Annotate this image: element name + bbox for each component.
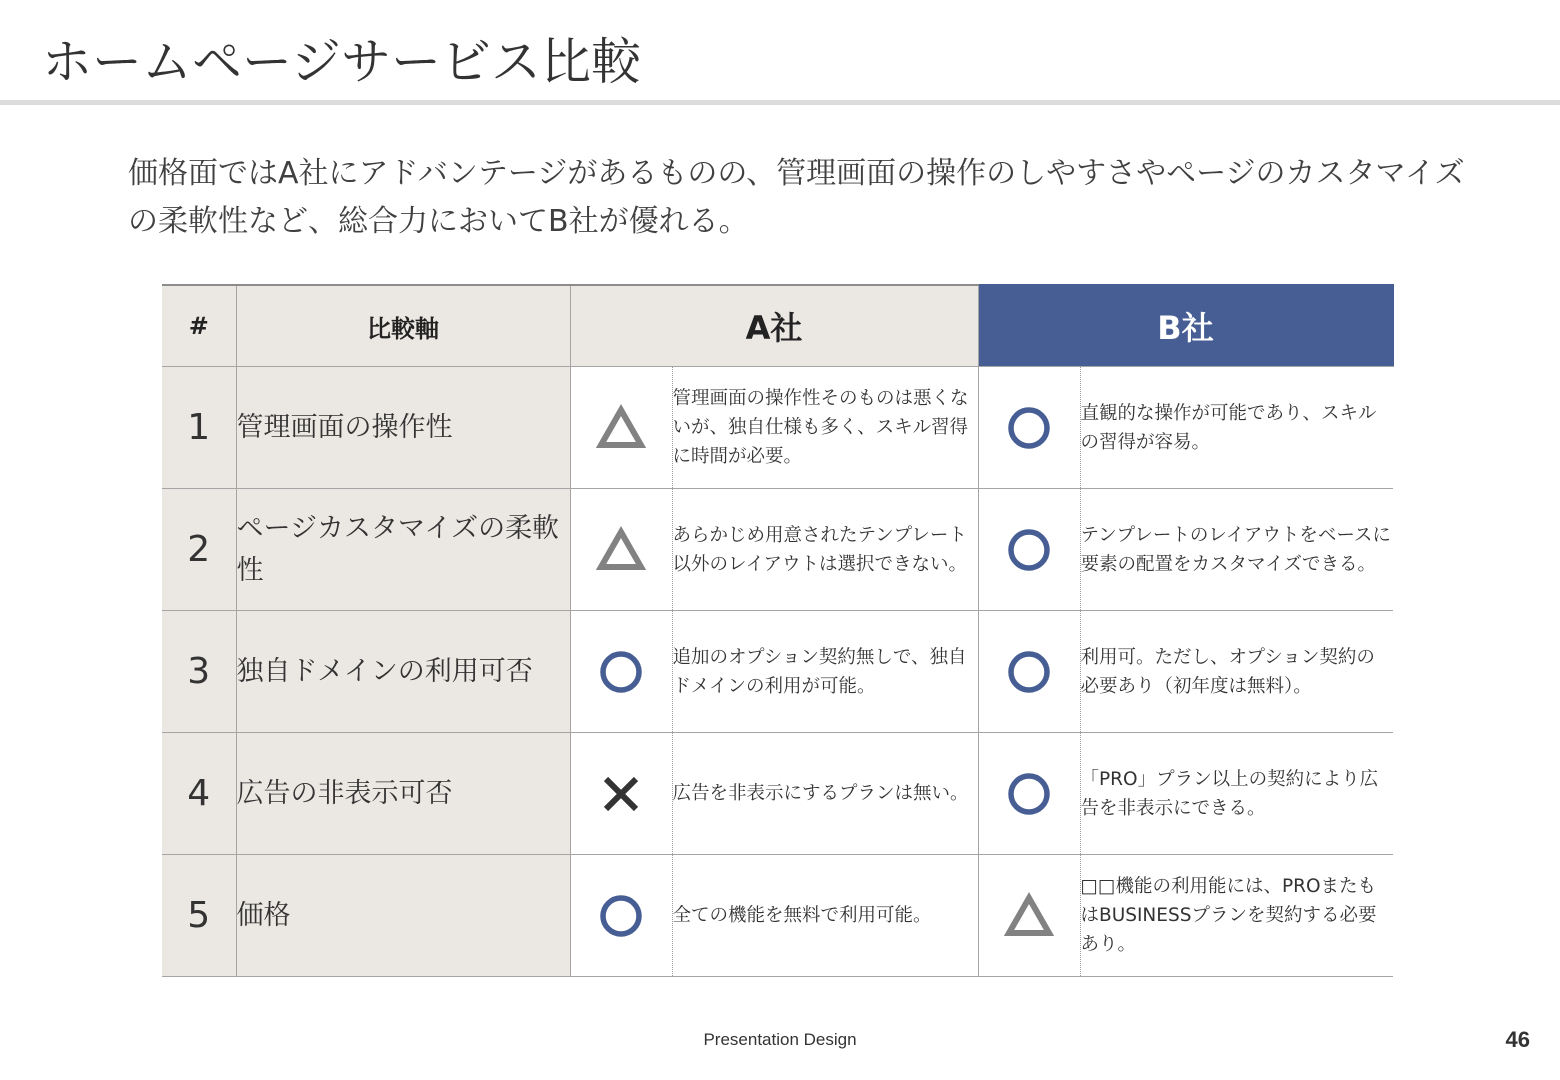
row-number: 2	[162, 489, 236, 611]
triangle-icon	[1003, 890, 1055, 942]
triangle-icon	[595, 524, 647, 576]
header-number: #	[162, 285, 236, 367]
circle-icon	[1003, 402, 1055, 454]
row-axis: ページカスタマイズの柔軟性	[236, 489, 570, 611]
company-b-note: 「PRO」プラン以上の契約により広告を非表示にできる。	[1080, 733, 1393, 855]
company-b-note: 利用可。ただし、オプション契約の必要あり（初年度は無料）。	[1080, 611, 1393, 733]
footer-label: Presentation Design	[703, 1030, 857, 1049]
cross-icon	[595, 768, 647, 820]
circle-icon	[595, 890, 647, 942]
table-row	[162, 733, 1393, 855]
company-a-note: 広告を非表示にするプランは無い。	[672, 733, 978, 855]
company-a-rating	[570, 489, 672, 611]
company-b-rating	[978, 733, 1080, 855]
company-b-rating	[978, 855, 1080, 977]
row-axis: 価格	[236, 855, 570, 977]
table-row	[162, 611, 1393, 733]
lead-text: 価格面ではA社にアドバンテージがあるものの、管理画面の操作のしやすさやページのカスタマイズの柔軟性など、総合力においてB社が優れる。	[128, 156, 1465, 239]
page-number: 46	[1505, 1027, 1530, 1052]
page-title: ホームページサービス比較	[42, 33, 641, 91]
header-company-a: A社	[570, 285, 978, 367]
circle-icon	[595, 646, 647, 698]
company-a-note: 追加のオプション契約無しで、独自ドメインの利用が可能。	[672, 611, 978, 733]
company-b-rating	[978, 489, 1080, 611]
circle-icon	[1003, 646, 1055, 698]
triangle-icon	[595, 402, 647, 454]
company-a-rating	[570, 367, 672, 489]
header-comparison-axis: 比較軸	[236, 285, 570, 367]
company-a-note: 管理画面の操作性そのものは悪くないが、独自仕様も多く、スキル習得に時間が必要。	[672, 367, 978, 489]
company-b-note: 直観的な操作が可能であり、スキルの習得が容易。	[1080, 367, 1393, 489]
company-a-rating	[570, 611, 672, 733]
row-axis: 広告の非表示可否	[236, 733, 570, 855]
row-number: 5	[162, 855, 236, 977]
company-b-note: □□機能の利用能には、PROまたもはBUSINESSプランを契約する必要あり。	[1080, 855, 1393, 977]
table-row	[162, 489, 1393, 611]
circle-icon	[1003, 768, 1055, 820]
row-axis: 独自ドメインの利用可否	[236, 611, 570, 733]
company-a-rating	[570, 855, 672, 977]
table-row	[162, 367, 1393, 489]
company-a-note: あらかじめ用意されたテンプレート以外のレイアウトは選択できない。	[672, 489, 978, 611]
comparison-table	[162, 284, 1394, 977]
company-b-rating	[978, 367, 1080, 489]
table-header-row	[162, 285, 1393, 367]
company-a-rating	[570, 733, 672, 855]
row-axis: 管理画面の操作性	[236, 367, 570, 489]
row-number: 3	[162, 611, 236, 733]
company-b-rating	[978, 611, 1080, 733]
row-number: 4	[162, 733, 236, 855]
circle-icon	[1003, 524, 1055, 576]
company-a-note: 全ての機能を無料で利用可能。	[672, 855, 978, 977]
title-divider	[0, 100, 1560, 105]
row-number: 1	[162, 367, 236, 489]
table-row	[162, 855, 1393, 977]
header-company-b: B社	[978, 285, 1393, 367]
company-b-note: テンプレートのレイアウトをベースに要素の配置をカスタマイズできる。	[1080, 489, 1393, 611]
